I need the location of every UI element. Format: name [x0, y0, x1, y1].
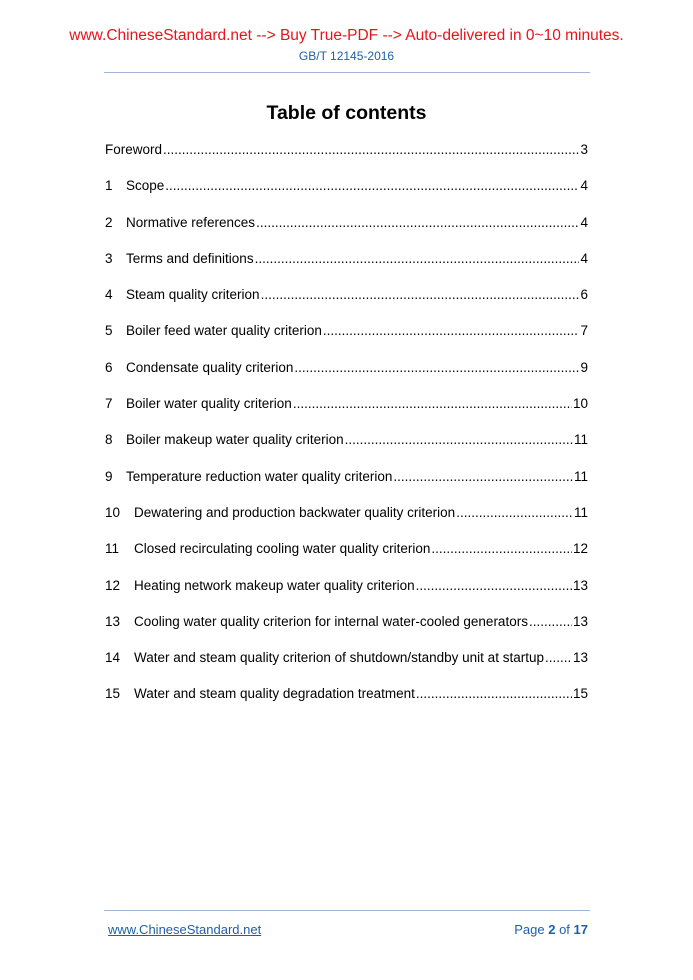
toc-dot-leader	[256, 214, 579, 232]
toc-entry-number: 2	[105, 214, 113, 230]
toc-dot-leader	[261, 286, 580, 304]
toc-entry-8[interactable]	[105, 431, 588, 467]
toc-entry-page: 11	[573, 504, 588, 520]
header-banner[interactable]: www.ChineseStandard.net --> Buy True-PDF --> Auto-delivered in 0~10 minutes.	[69, 27, 624, 44]
toc-entry-label: Boiler water quality criterion	[126, 396, 292, 412]
toc-entry-page: 10	[572, 396, 588, 412]
toc-entry-number: 10	[105, 504, 121, 520]
toc-entry-page: 11	[573, 468, 588, 484]
toc-entry-label: Condensate quality criterion	[126, 359, 294, 375]
toc-entry-number: 13	[105, 613, 121, 629]
toc-entry-label: Water and steam quality degradation treatment	[134, 686, 415, 702]
toc-entry-number: 4	[105, 287, 113, 303]
header-divider	[104, 72, 590, 73]
toc-dot-leader	[345, 431, 573, 449]
toc-entry-number: 11	[105, 541, 120, 557]
toc-entry-label: Closed recirculating cooling water quality criterion	[134, 541, 431, 557]
toc-entry-number: 15	[105, 686, 121, 702]
toc-entry-label: Boiler feed water quality criterion	[126, 323, 322, 339]
toc-dot-leader	[456, 504, 573, 522]
toc-dot-leader	[255, 250, 580, 268]
toc-entry-label: Foreword	[105, 142, 163, 157]
toc-entry-label: Boiler makeup water quality criterion	[126, 432, 344, 448]
toc-entry-page: 9	[580, 359, 588, 375]
footer-divider	[104, 910, 590, 911]
toc-entry-page: 6	[580, 287, 588, 303]
toc-entry-page: 13	[572, 613, 588, 629]
toc-entry-14[interactable]	[105, 649, 588, 685]
toc-dot-leader	[163, 141, 579, 159]
toc-entry-label: Water and steam quality criterion of shutdown/standby unit at startup	[134, 650, 544, 666]
standard-code: GB/T 12145-2016	[298, 49, 395, 63]
toc-entry-label: Cooling water quality criterion for internal water-cooled generators	[134, 613, 528, 629]
toc-entry-label: Normative references	[126, 214, 256, 230]
toc-dot-leader	[393, 468, 573, 486]
toc-entry-10[interactable]	[105, 504, 588, 540]
toc-entry-page: 13	[572, 650, 588, 666]
page-total: 17	[573, 922, 588, 937]
toc-dot-leader	[323, 322, 580, 340]
toc-entry-4[interactable]	[105, 286, 588, 322]
toc-entry-page: 7	[580, 323, 588, 339]
toc-entry-13[interactable]	[105, 613, 588, 649]
toc-dot-leader	[416, 577, 572, 595]
toc-entry-number: 12	[105, 577, 121, 593]
toc-dot-leader	[545, 649, 572, 667]
page-current: 2	[548, 922, 556, 937]
toc-entry-number: 8	[105, 432, 113, 448]
toc-dot-leader	[431, 540, 572, 558]
toc-entry-number: 3	[105, 250, 113, 266]
toc-dot-leader	[529, 613, 572, 631]
toc-entry-page: 4	[580, 214, 588, 230]
page-title: Table of contents	[266, 102, 427, 124]
toc-entry-1[interactable]	[105, 177, 588, 213]
toc-entry-3[interactable]	[105, 250, 588, 286]
toc-dot-leader	[165, 177, 579, 195]
toc-entry-page: 12	[572, 541, 588, 557]
toc-entry-12[interactable]	[105, 577, 588, 613]
toc-entry-9[interactable]	[105, 468, 588, 504]
page-indicator	[514, 922, 588, 937]
toc-dot-leader	[416, 685, 572, 703]
toc-entry-number: 7	[105, 396, 113, 412]
toc-entry-page: 4	[580, 178, 588, 194]
toc-entry-foreword[interactable]	[105, 141, 588, 177]
toc-entry-page: 13	[572, 577, 588, 593]
toc-entry-page: 3	[580, 142, 588, 157]
toc-entry-6[interactable]	[105, 359, 588, 395]
toc-entry-page: 4	[580, 250, 588, 266]
toc-entry-number: 5	[105, 323, 113, 339]
toc-entry-15[interactable]	[105, 685, 588, 721]
toc-entry-page: 11	[573, 432, 588, 448]
toc-entry-number: 9	[105, 468, 113, 484]
page-of: of	[559, 922, 570, 937]
toc-entry-11[interactable]	[105, 540, 588, 576]
toc-entry-2[interactable]	[105, 214, 588, 250]
table-of-contents	[105, 141, 588, 722]
toc-entry-7[interactable]	[105, 395, 588, 431]
page-prefix: Page	[514, 922, 545, 937]
toc-dot-leader	[294, 359, 579, 377]
toc-entry-label: Dewatering and production backwater quality criterion	[134, 504, 456, 520]
toc-dot-leader	[293, 395, 572, 413]
toc-entry-number: 1	[105, 178, 113, 194]
toc-entry-number: 14	[105, 650, 121, 666]
toc-entry-label: Scope	[126, 178, 165, 194]
toc-entry-label: Temperature reduction water quality criterion	[126, 468, 393, 484]
footer-site-link[interactable]: www.ChineseStandard.net	[108, 922, 262, 937]
toc-entry-label: Terms and definitions	[126, 250, 254, 266]
toc-entry-page: 15	[572, 686, 588, 702]
toc-entry-label: Steam quality criterion	[126, 287, 260, 303]
toc-entry-5[interactable]	[105, 322, 588, 358]
toc-entry-number: 6	[105, 359, 113, 375]
toc-entry-label: Heating network makeup water quality criterion	[134, 577, 415, 593]
